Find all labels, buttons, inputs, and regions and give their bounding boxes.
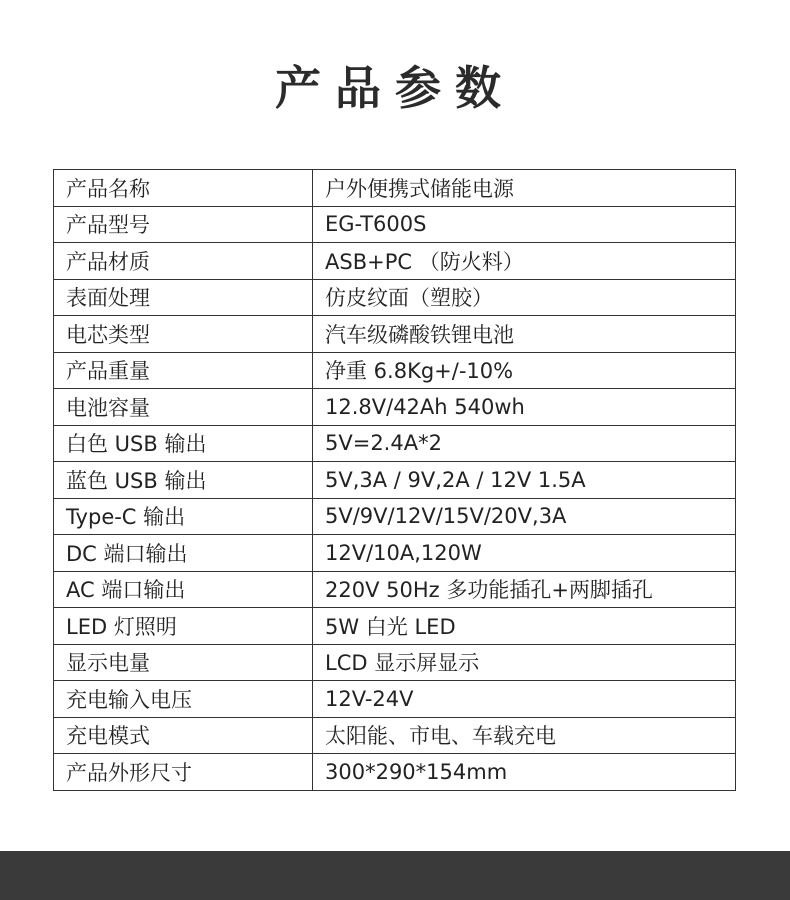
table-row [54,608,736,645]
spec-label: 产品外形尺寸 [54,754,313,791]
spec-table-body [54,170,736,791]
spec-label: 蓝色 USB 输出 [54,462,313,499]
spec-value: 12V-24V [313,681,736,718]
spec-label: 产品型号 [54,206,313,243]
table-row [54,644,736,681]
spec-label: 充电模式 [54,717,313,754]
spec-label: 电芯类型 [54,316,313,353]
spec-label: LED 灯照明 [54,608,313,645]
spec-label: 表面处理 [54,279,313,316]
table-row [54,243,736,280]
spec-label: 电池容量 [54,389,313,426]
spec-value: 12V/10A,120W [313,535,736,572]
spec-value: 净重 6.8Kg+/-10% [313,352,736,389]
spec-label: 产品重量 [54,352,313,389]
spec-value: 5V=2.4A*2 [313,425,736,462]
spec-value: 12.8V/42Ah 540wh [313,389,736,426]
spec-table [53,169,736,791]
table-row [54,316,736,353]
spec-label: Type-C 输出 [54,498,313,535]
page-title: 产品参数 [275,61,515,115]
spec-value: 汽车级磷酸铁锂电池 [313,316,736,353]
spec-label: 充电输入电压 [54,681,313,718]
table-row [54,681,736,718]
spec-value: 太阳能、市电、车载充电 [313,717,736,754]
table-row [54,206,736,243]
spec-value: 5V,3A / 9V,2A / 12V 1.5A [313,462,736,499]
spec-value: 220V 50Hz 多功能插孔+两脚插孔 [313,571,736,608]
footer-bar [0,851,790,900]
spec-value: LCD 显示屏显示 [313,644,736,681]
spec-label: 白色 USB 输出 [54,425,313,462]
spec-value: 5V/9V/12V/15V/20V,3A [313,498,736,535]
table-row [54,717,736,754]
table-row [54,279,736,316]
table-row [54,352,736,389]
spec-value: 300*290*154mm [313,754,736,791]
table-row [54,754,736,791]
spec-value: ASB+PC （防火料） [313,243,736,280]
table-row [54,425,736,462]
spec-label: 产品材质 [54,243,313,280]
table-row [54,170,736,207]
spec-label: 产品名称 [54,170,313,207]
spec-value: EG-T600S [313,206,736,243]
spec-value: 5W 白光 LED [313,608,736,645]
table-row [54,462,736,499]
table-row [54,389,736,426]
table-row [54,571,736,608]
spec-value: 户外便携式储能电源 [313,170,736,207]
spec-label: AC 端口输出 [54,571,313,608]
spec-value: 仿皮纹面（塑胶） [313,279,736,316]
spec-label: 显示电量 [54,644,313,681]
table-row [54,498,736,535]
spec-label: DC 端口输出 [54,535,313,572]
table-row [54,535,736,572]
